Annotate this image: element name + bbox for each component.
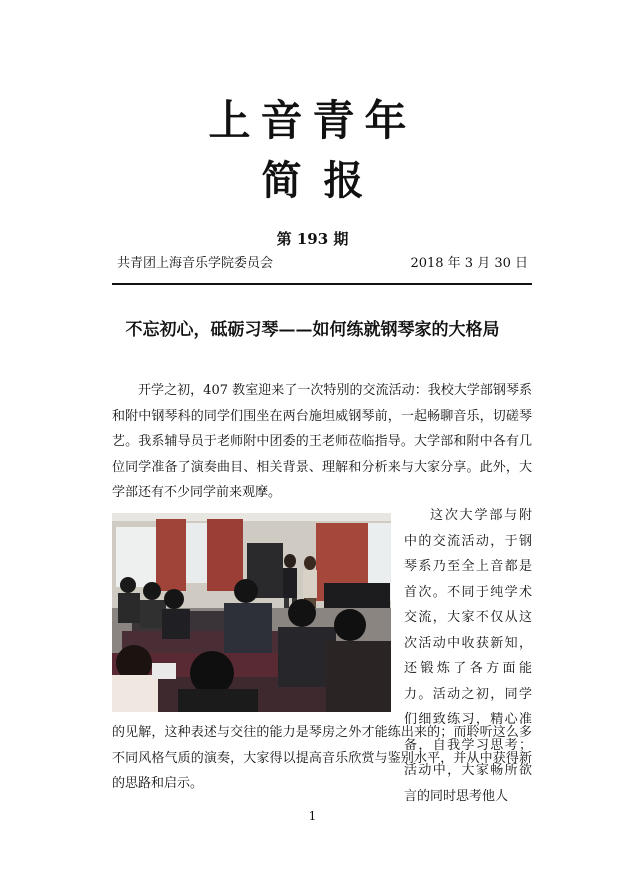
masthead-title: 上音青年	[208, 96, 417, 145]
article-headline: 不忘初心，砥砺习琴——如何练就钢琴家的大格局	[125, 320, 500, 340]
page-number: 1	[308, 809, 317, 823]
publish-date: 2018 年 3 月 30 日	[410, 256, 528, 271]
article-paragraph-1: 开学之初，407 教室迎来了一次特别的交流活动：我校大学部钢琴系和附中钢琴科的同学们围坐在两台施坦威钢琴前，一起畅聊音乐，切磋琴艺。我系辅导员于老师附中团委的王老师莅临指导。大学部和附中各有几位同学准备了演奏曲目、相关背景、理解和分析来与大家分享。此外，大学部还有不少同学前来观摩。	[112, 383, 532, 500]
header-divider	[112, 283, 532, 285]
event-photo	[112, 513, 391, 712]
article-paragraph-2-continued: 的见解，这种表述与交往的能力是琴房之外才能练出来的；而聆听这么多不同风格气质的演奏，大家得以提高音乐欣赏与鉴别水平，并从中获得新的思路和启示。	[112, 725, 532, 791]
issue-number: 第 193 期	[276, 230, 349, 248]
article-paragraph-2-side: 这次大学部与附中的交流活动，于钢琴系乃至全上音都是首次。不同于纯学术交流，大家不仅从这次活动中收获新知，还锻炼了各方面能力。活动之初，同学们细致练习，精心准备，自我学习思考；活动中，大家畅所欲言的同时思考他人	[404, 508, 532, 804]
publisher: 共青团上海音乐学院委员会	[117, 256, 274, 271]
masthead-subtitle: 简报	[261, 157, 386, 204]
